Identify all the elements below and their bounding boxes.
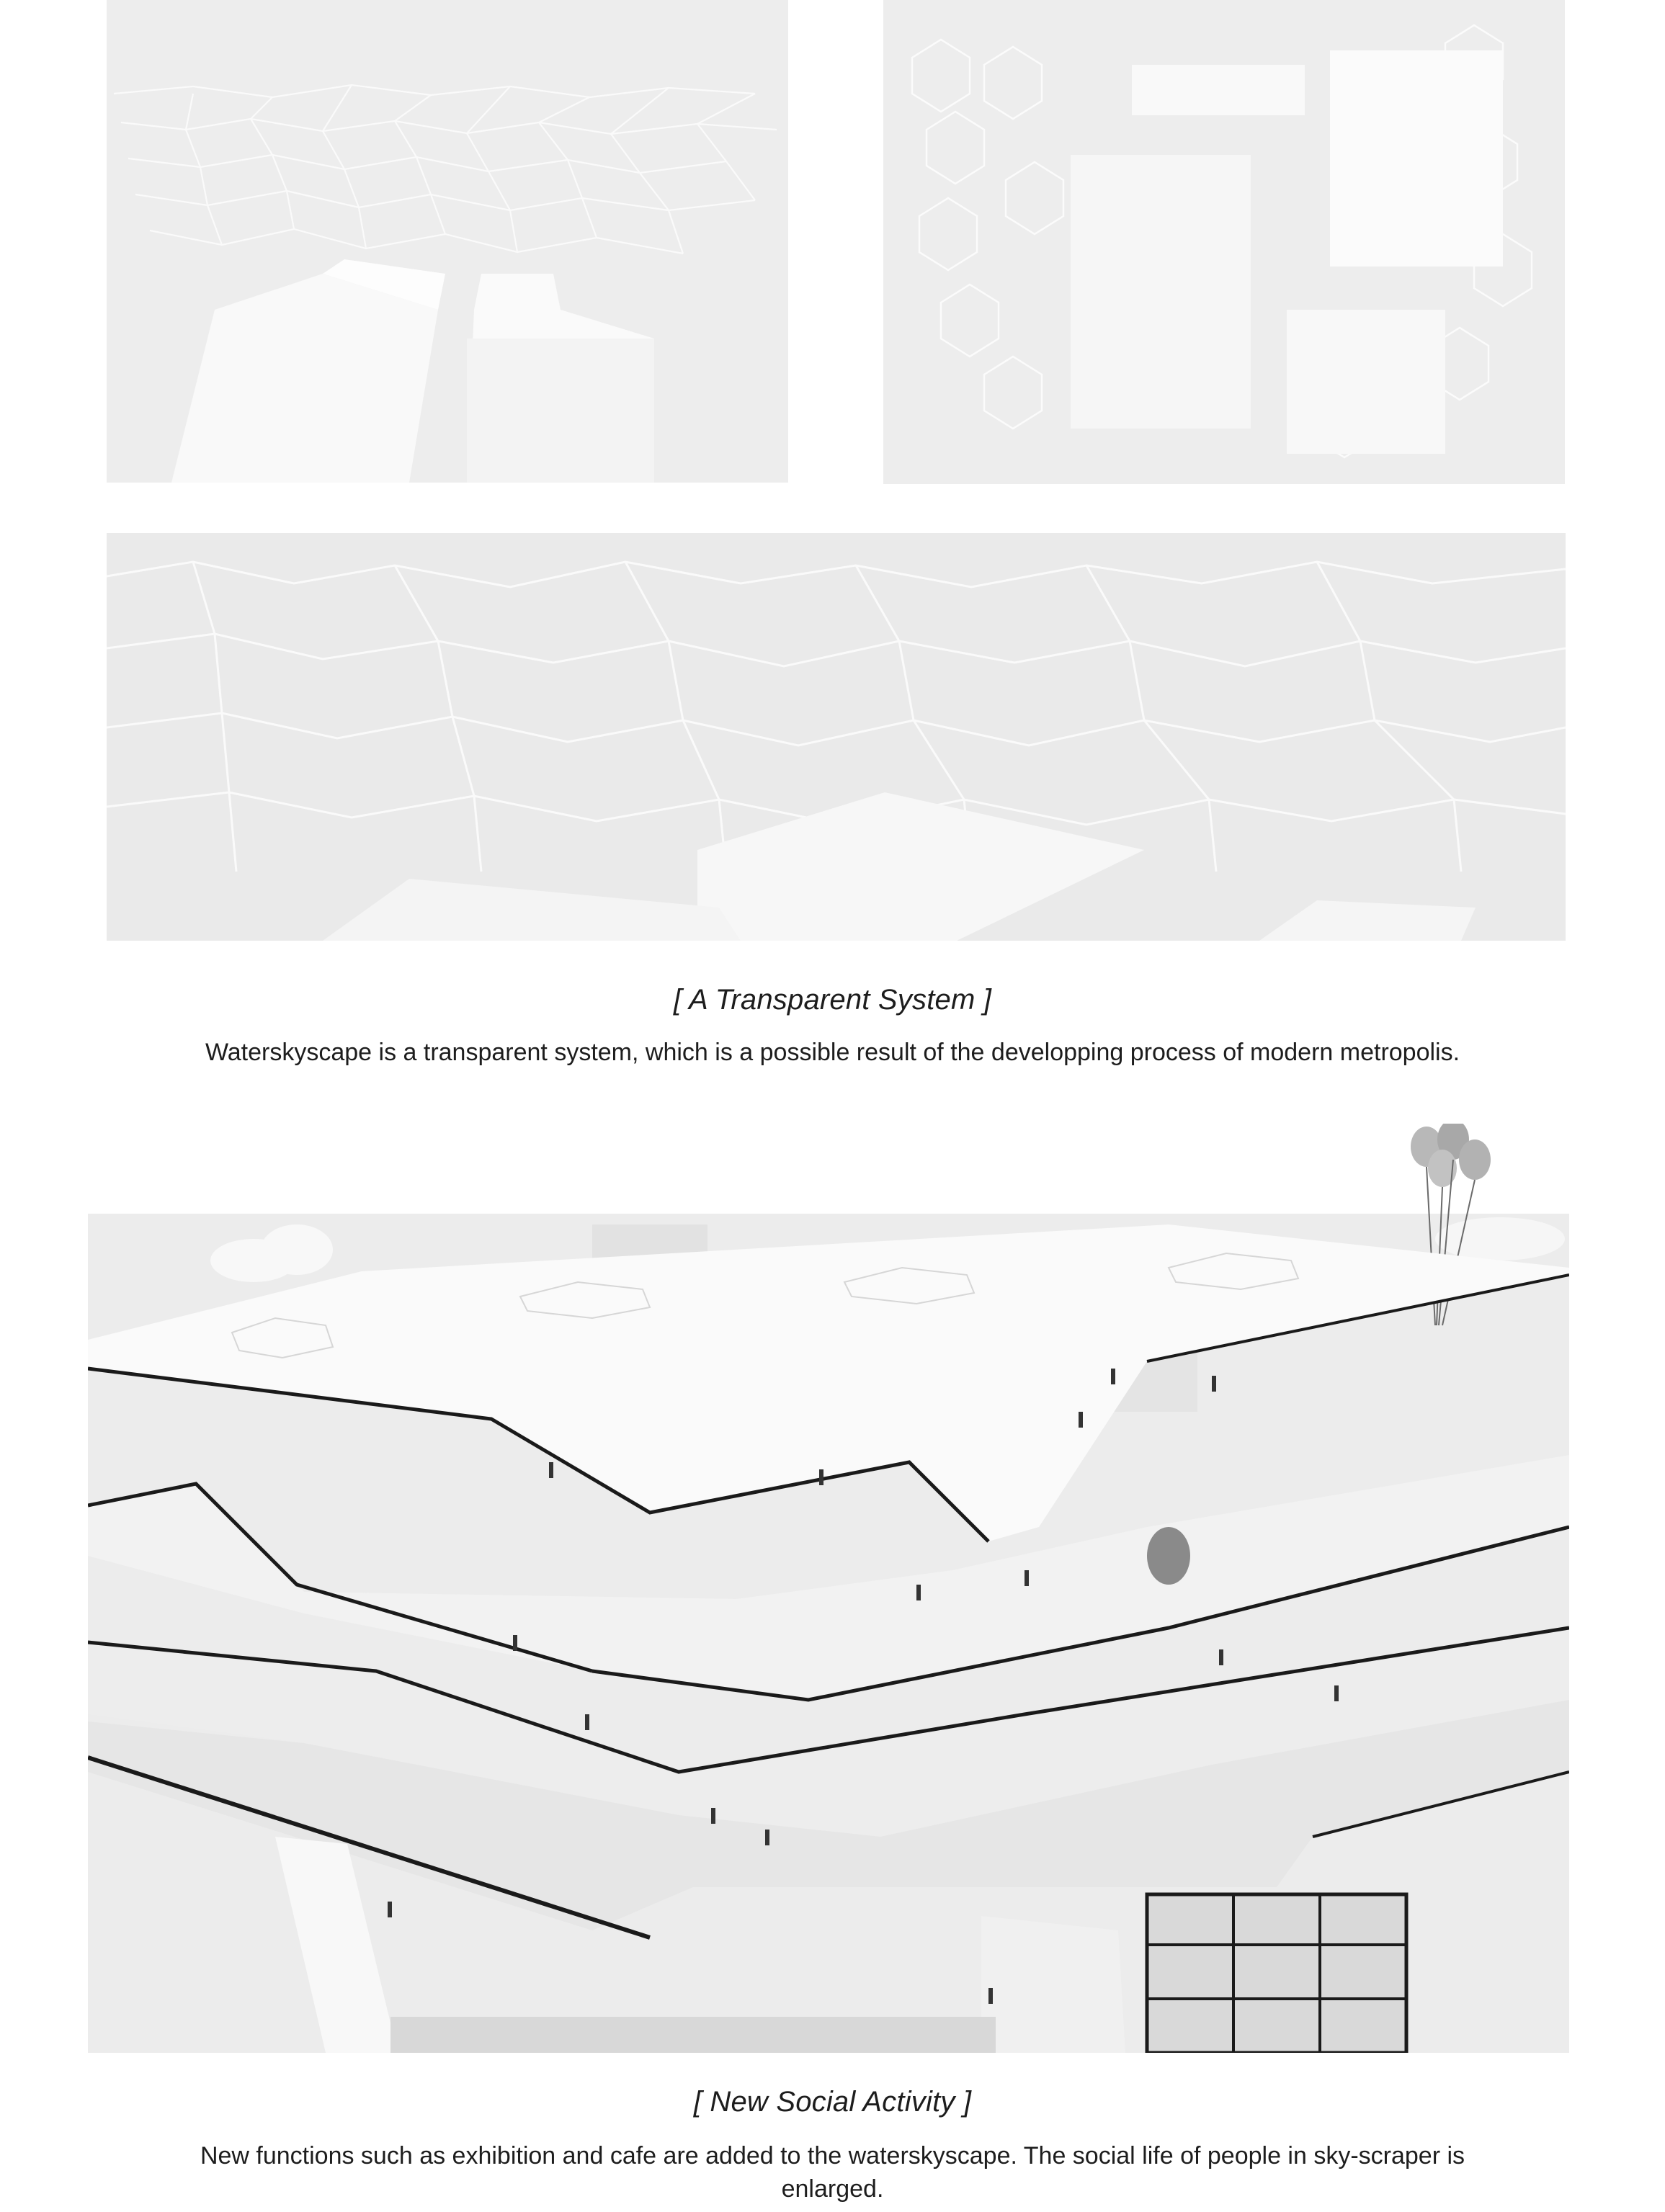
section-description: New functions such as exhibition and cafe are added to the waterskyscape. The social life of people in sky-scraper is enlarged. — [200, 2142, 1465, 2203]
section-title: [ A Transparent System ] — [673, 984, 992, 1016]
model-photo-plan — [883, 0, 1565, 484]
section-title: [ New Social Activity ] — [693, 2086, 972, 2118]
glass-tower — [1147, 1894, 1406, 2053]
section-description: Waterskyscape is a transparent system, which is a possible result of the developping process of modern metropolis. — [205, 1039, 1460, 1066]
model-photo-closeup — [107, 533, 1566, 941]
model-photo-perspective — [107, 0, 788, 483]
building-section-render — [88, 1124, 1569, 2053]
